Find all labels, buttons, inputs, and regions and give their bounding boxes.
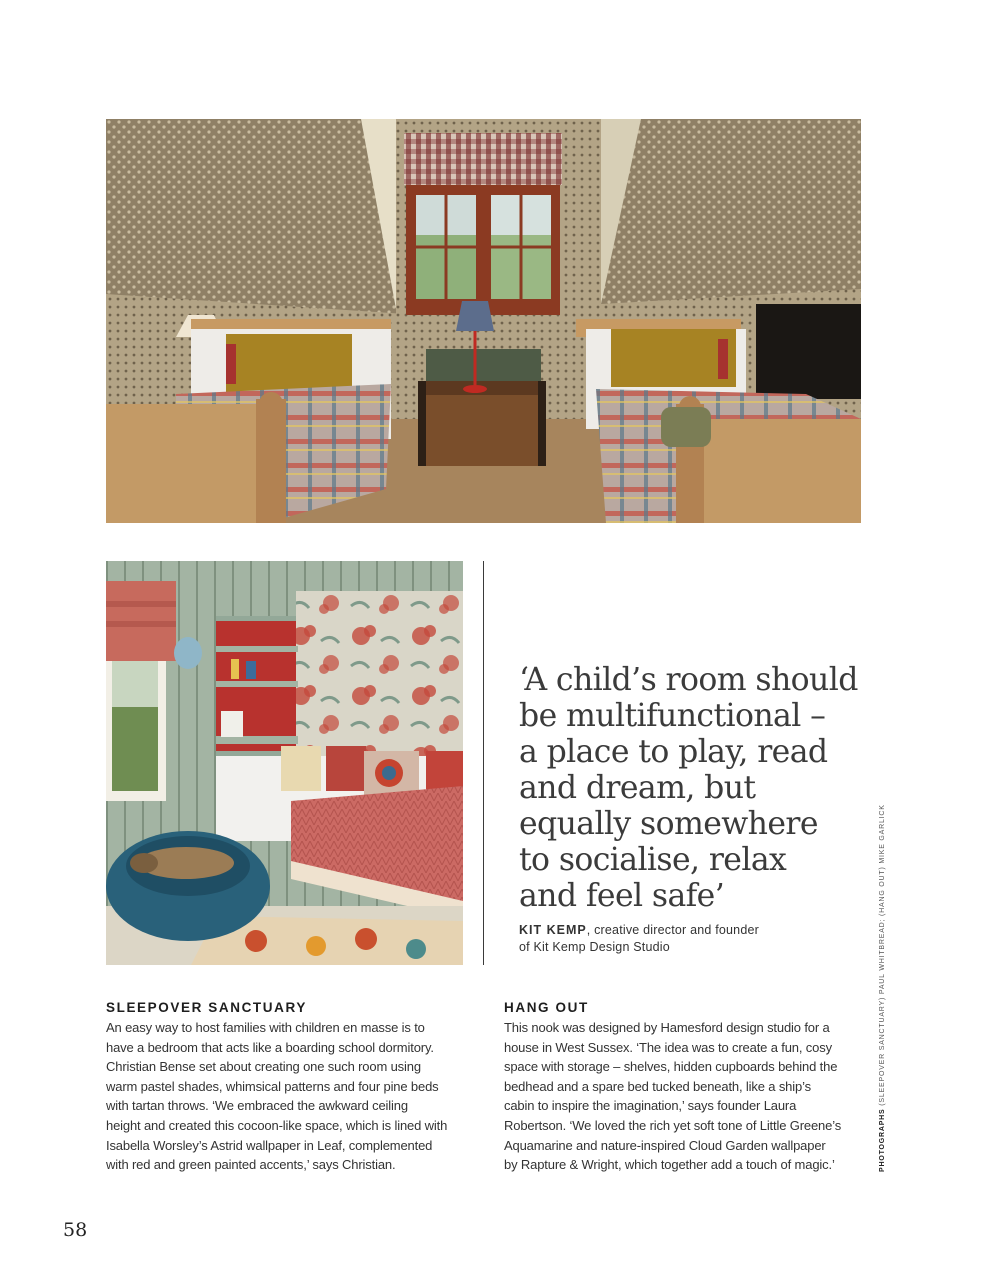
body-line: Robertson. ‘We loved the rich yet soft tone of Little Greene’s [504, 1117, 842, 1133]
quote-line: and feel safe’ [519, 878, 725, 914]
body-line: warm pastel shades, whimsical patterns and four pine beds [106, 1078, 439, 1094]
quote-line: ‘A child’s room should [519, 662, 858, 698]
credit-text: (SLEEPOVER SANCTUARY) PAUL WHITBREAD; (HANG OUT) MIKE GARLICK [879, 804, 886, 1109]
attribution-role: , creative director and founder [586, 923, 759, 937]
quote-line: to socialise, relax [519, 842, 787, 878]
section-sleepover-sanctuary [106, 1000, 468, 1175]
body-line: bedhead and a spare bed tucked beneath, like a ship’s [504, 1078, 811, 1094]
quote-line: and dream, but [519, 770, 756, 806]
section-heading: SLEEPOVER SANCTUARY [106, 1000, 307, 1015]
body-line: Aquamarine and nature-inspired Cloud Garden wallpaper [504, 1137, 826, 1153]
body-line: with red and green painted accents,’ says Christian. [106, 1157, 396, 1173]
pull-quote [519, 662, 858, 914]
body-line: by Rapture & Wright, which together add a touch of magic.’ [504, 1157, 835, 1173]
body-line: have a bedroom that acts like a boarding school dormitory. [106, 1039, 434, 1055]
quote-attribution [519, 922, 809, 956]
body-line: Christian Bense set about creating one such room using [106, 1059, 421, 1075]
body-line: house in West Sussex. ‘The idea was to create a fun, cosy [504, 1039, 832, 1055]
credit-label: PHOTOGRAPHS [879, 1108, 886, 1172]
photo-attic-bedroom [106, 119, 861, 523]
photo-credit [879, 804, 886, 1172]
body-line: Isabella Worsley’s Astrid wallpaper in Leaf, complemented [106, 1137, 433, 1153]
body-line: An easy way to host families with children en masse is to [106, 1020, 425, 1035]
column-divider [483, 561, 484, 965]
body-line: with tartan throws. ‘We embraced the awkward ceiling [106, 1098, 408, 1114]
body-line: space with storage – shelves, hidden cupboards behind the [504, 1059, 838, 1075]
body-line: height and created this cocoon-like space, which is lined with [106, 1117, 448, 1133]
attribution-name: KIT KEMP [519, 923, 587, 937]
section-hang-out [504, 1000, 864, 1175]
body-line: This nook was designed by Hamesford design studio for a [504, 1020, 830, 1035]
attribution-role-line-2: of Kit Kemp Design Studio [519, 940, 670, 954]
page-number: 58 [63, 1219, 88, 1241]
quote-line: equally somewhere [519, 806, 818, 842]
section-body [504, 1018, 864, 1175]
section-heading: HANG OUT [504, 1000, 589, 1015]
quote-line: a place to play, read [519, 734, 828, 770]
photo-childrens-nook [106, 561, 463, 965]
quote-line: be multifunctional – [519, 698, 826, 734]
section-body [106, 1018, 468, 1175]
body-line: cabin to inspire the imagination,’ says founder Laura [504, 1098, 797, 1114]
